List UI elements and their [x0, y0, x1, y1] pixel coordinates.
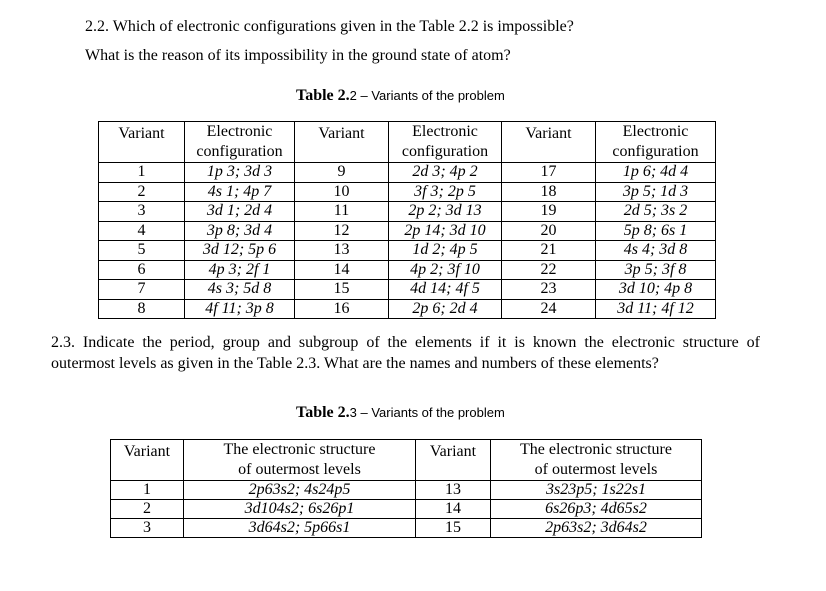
t22-variant-cell: 6 — [99, 260, 185, 280]
t22-variant-cell: 5 — [99, 241, 185, 261]
t23-header-structure-2-line2: of outermost levels — [534, 461, 658, 478]
t22-variant-cell: 21 — [502, 241, 596, 261]
table-2-2 — [98, 121, 716, 319]
t22-header-config-1-line1: Electronic — [206, 123, 273, 140]
t22-config-cell: 4s 4; 3d 8 — [596, 241, 716, 261]
table-row — [111, 500, 702, 519]
t22-config-cell: 3p 5; 1d 3 — [596, 182, 716, 202]
t23-structure-cell: 3s23p5; 1s22s1 — [491, 481, 702, 500]
t22-config-cell: 3d 12; 5p 6 — [185, 241, 295, 261]
t22-config-cell: 3d 10; 4p 8 — [596, 280, 716, 300]
t23-variant-cell: 13 — [416, 481, 491, 500]
table-2-2-caption-bold: Table 2. — [296, 87, 350, 104]
t22-config-cell: 2p 14; 3d 10 — [389, 221, 502, 241]
t23-header-structure-2 — [491, 440, 702, 481]
t23-structure-cell: 3d104s2; 6s26p1 — [184, 500, 416, 519]
t22-header-config-3 — [596, 122, 716, 163]
t23-header-structure-1 — [184, 440, 416, 481]
t23-variant-cell: 3 — [111, 519, 184, 538]
t23-variant-cell: 15 — [416, 519, 491, 538]
t22-config-cell: 3f 3; 2p 5 — [389, 182, 502, 202]
table-2-3 — [110, 439, 702, 538]
t22-variant-cell: 4 — [99, 221, 185, 241]
table-row — [111, 519, 702, 538]
table-2-3-body — [111, 481, 702, 538]
t23-variant-cell: 14 — [416, 500, 491, 519]
t22-config-cell: 2p 2; 3d 13 — [389, 202, 502, 222]
t23-header-structure-1-line1: The electronic structure — [223, 441, 376, 458]
t22-header-config-2-line2: configuration — [401, 143, 489, 160]
table-row — [99, 241, 716, 261]
question-2-3: 2.3. Indicate the period, group and subgroup of the elements if it is known the electronic structure of outermost levels as given in the Table 2.3. What are the names and numbers of these elements? — [51, 334, 760, 372]
t22-config-cell: 4s 3; 5d 8 — [185, 280, 295, 300]
t22-config-cell: 1d 2; 4p 5 — [389, 241, 502, 261]
t23-header-variant-2: Variant — [416, 440, 491, 481]
t22-config-cell: 5p 8; 6s 1 — [596, 221, 716, 241]
t22-config-cell: 2d 5; 3s 2 — [596, 202, 716, 222]
table-2-3-caption-rest: 3 – Variants of the problem — [349, 405, 505, 420]
t22-variant-cell: 19 — [502, 202, 596, 222]
t22-variant-cell: 22 — [502, 260, 596, 280]
t22-config-cell: 1p 6; 4d 4 — [596, 163, 716, 183]
t22-variant-cell: 3 — [99, 202, 185, 222]
t23-header-structure-1-line2: of outermost levels — [238, 461, 361, 478]
t22-variant-cell: 7 — [99, 280, 185, 300]
t22-config-cell: 3d 1; 2d 4 — [185, 202, 295, 222]
t22-header-variant-3: Variant — [502, 122, 596, 163]
table-row — [99, 182, 716, 202]
t22-variant-cell: 23 — [502, 280, 596, 300]
t22-header-config-1-line2: configuration — [196, 143, 283, 160]
t23-header-structure-2-line1: The electronic structure — [520, 441, 672, 458]
t22-config-cell: 4s 1; 4p 7 — [185, 182, 295, 202]
t22-variant-cell: 24 — [502, 299, 596, 319]
t22-header-variant-2: Variant — [295, 122, 389, 163]
t22-config-cell: 1p 3; 3d 3 — [185, 163, 295, 183]
question-2-2-line2: What is the reason of its impossibility in the ground state of atom? — [85, 47, 511, 64]
table-2-3-caption — [296, 403, 505, 423]
t22-config-cell: 4p 3; 2f 1 — [185, 260, 295, 280]
t23-structure-cell: 6s26p3; 4d65s2 — [491, 500, 702, 519]
t23-structure-cell: 2p63s2; 4s24p5 — [184, 481, 416, 500]
t22-config-cell: 2d 3; 4p 2 — [389, 163, 502, 183]
t22-variant-cell: 17 — [502, 163, 596, 183]
t23-variant-cell: 2 — [111, 500, 184, 519]
question-2-2-line1: 2.2. Which of electronic configurations given in the Table 2.2 is impossible? — [85, 18, 574, 35]
t22-variant-cell: 16 — [295, 299, 389, 319]
t22-config-cell: 2p 6; 2d 4 — [389, 299, 502, 319]
table-row — [99, 221, 716, 241]
t22-variant-cell: 12 — [295, 221, 389, 241]
t23-structure-cell: 3d64s2; 5p66s1 — [184, 519, 416, 538]
t22-variant-cell: 10 — [295, 182, 389, 202]
table-2-2-caption — [296, 86, 505, 106]
t22-header-config-1 — [185, 122, 295, 163]
t22-variant-cell: 1 — [99, 163, 185, 183]
t23-header-variant-1: Variant — [111, 440, 184, 481]
t22-config-cell: 3p 5; 3f 8 — [596, 260, 716, 280]
table-row — [111, 481, 702, 500]
table-row — [99, 280, 716, 300]
t22-variant-cell: 8 — [99, 299, 185, 319]
t22-variant-cell: 18 — [502, 182, 596, 202]
t22-header-config-3-line1: Electronic — [622, 123, 689, 140]
table-row — [99, 299, 716, 319]
table-row — [99, 202, 716, 222]
t22-header-config-2 — [389, 122, 502, 163]
t22-config-cell: 4p 2; 3f 10 — [389, 260, 502, 280]
t22-variant-cell: 11 — [295, 202, 389, 222]
t22-header-config-3-line2: configuration — [612, 143, 699, 160]
t22-config-cell: 4d 14; 4f 5 — [389, 280, 502, 300]
t23-variant-cell: 1 — [111, 481, 184, 500]
table-row — [99, 163, 716, 183]
t22-config-cell: 3p 8; 3d 4 — [185, 221, 295, 241]
t22-variant-cell: 15 — [295, 280, 389, 300]
t22-variant-cell: 13 — [295, 241, 389, 261]
t23-structure-cell: 2p63s2; 3d64s2 — [491, 519, 702, 538]
table-2-3-caption-bold: Table 2. — [296, 404, 350, 421]
t22-variant-cell: 20 — [502, 221, 596, 241]
table-row — [99, 260, 716, 280]
t22-variant-cell: 9 — [295, 163, 389, 183]
t22-header-variant-1: Variant — [99, 122, 185, 163]
t22-config-cell: 4f 11; 3p 8 — [185, 299, 295, 319]
t22-variant-cell: 14 — [295, 260, 389, 280]
table-2-2-body — [99, 163, 716, 319]
t22-config-cell: 3d 11; 4f 12 — [596, 299, 716, 319]
t22-variant-cell: 2 — [99, 182, 185, 202]
table-2-2-caption-rest: 2 – Variants of the problem — [349, 88, 505, 103]
t22-header-config-2-line1: Electronic — [412, 123, 478, 140]
